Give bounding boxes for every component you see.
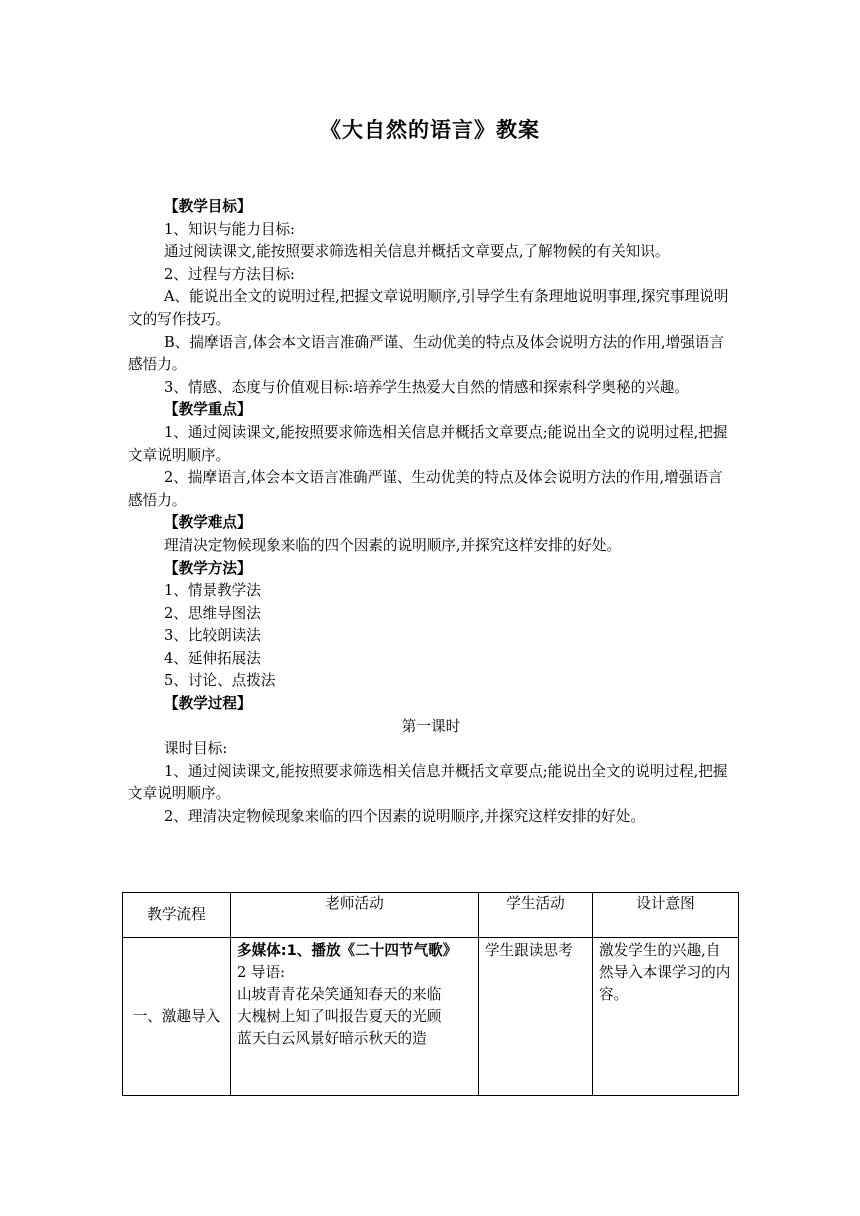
teacher-activity-line: 2 导语:	[237, 964, 286, 981]
document-body	[128, 196, 734, 829]
method-item: 4、延伸拓展法	[164, 649, 261, 667]
methods-heading: 【教学方法】	[164, 559, 252, 577]
lesson-goal-1: 1、通过阅读课文,能按照要求筛选相关信息并概括文章要点;能说出全文的说明过程,把握文章说明顺序。	[128, 762, 728, 803]
lesson-goal-2: 2、理清决定物候现象来临的四个因素的说明顺序,并探究这样安排的好处。	[164, 808, 645, 826]
teaching-flow-table	[122, 892, 739, 1096]
method-item: 5、讨论、点拨法	[164, 672, 276, 690]
header-stage: 教学流程	[123, 893, 231, 938]
goals-item3: 3、情感、态度与价值观目标:培养学生热爱大自然的情感和探索科学奥秘的兴趣。	[164, 378, 689, 396]
table-header-row	[123, 893, 739, 938]
header-teacher: 老师活动	[231, 893, 479, 938]
method-item: 3、比较朗读法	[164, 627, 261, 645]
goals-item2-b: B、揣摩语言,体会本文语言准确严谨、生动优美的特点及体会说明方法的作用,增强语言感悟力。	[128, 333, 724, 374]
stage-cell: 一、激趣导入	[123, 938, 231, 1096]
goals-item1-label: 1、知识与能力目标:	[164, 220, 295, 238]
teacher-activity-line: 山坡青青花朵笑通知春天的来临	[237, 986, 442, 1003]
header-intent: 设计意图	[593, 893, 739, 938]
goals-heading: 【教学目标】	[164, 198, 252, 215]
lesson-title: 第一课时	[401, 717, 461, 735]
student-activity-cell: 学生跟读思考	[479, 938, 593, 1096]
table-row	[123, 938, 739, 1096]
key-point-2: 2、揣摩语言,体会本文语言准确严谨、生动优美的特点及体会说明方法的作用,增强语言感悟力。	[128, 469, 723, 509]
teacher-activity-line: 大槐树上知了叫报告夏天的光顾	[237, 1008, 442, 1025]
header-student: 学生活动	[479, 893, 593, 938]
goals-item2-a: A、能说出全文的说明过程,把握文章说明顺序,引导学生有条理地说明事理,探究事理说明文的写作技巧。	[128, 288, 729, 328]
process-heading: 【教学过程】	[164, 695, 252, 713]
teacher-activity-line: 蓝天白云风景好暗示秋天的造	[237, 1030, 427, 1047]
difficulty-text: 理清决定物候现象来临的四个因素的说明顺序,并探究这样安排的好处。	[164, 536, 622, 554]
teacher-activity-media: 多媒体:1、播放《二十四节气歌》	[237, 942, 458, 959]
difficulty-heading: 【教学难点】	[164, 514, 252, 532]
key-point-1: 1、通过阅读课文,能按照要求筛选相关信息并概括文章要点;能说出全文的说明过程,把握文章说明顺序。	[128, 423, 728, 464]
goals-item2-label: 2、过程与方法目标:	[164, 265, 295, 283]
method-item: 1、情景教学法	[164, 582, 261, 600]
document-title: 《大自然的语言》教案	[320, 118, 540, 142]
method-item: 2、思维导图法	[164, 604, 261, 622]
teacher-activity-cell	[231, 938, 479, 1096]
key-points-heading: 【教学重点】	[164, 401, 252, 419]
goals-item1-text: 通过阅读课文,能按照要求筛选相关信息并概括文章要点,了解物候的有关知识。	[164, 243, 670, 261]
design-intent-cell: 激发学生的兴趣,自然导入本课学习的内容。	[593, 938, 739, 1096]
lesson-goal-label: 课时目标:	[164, 740, 228, 758]
